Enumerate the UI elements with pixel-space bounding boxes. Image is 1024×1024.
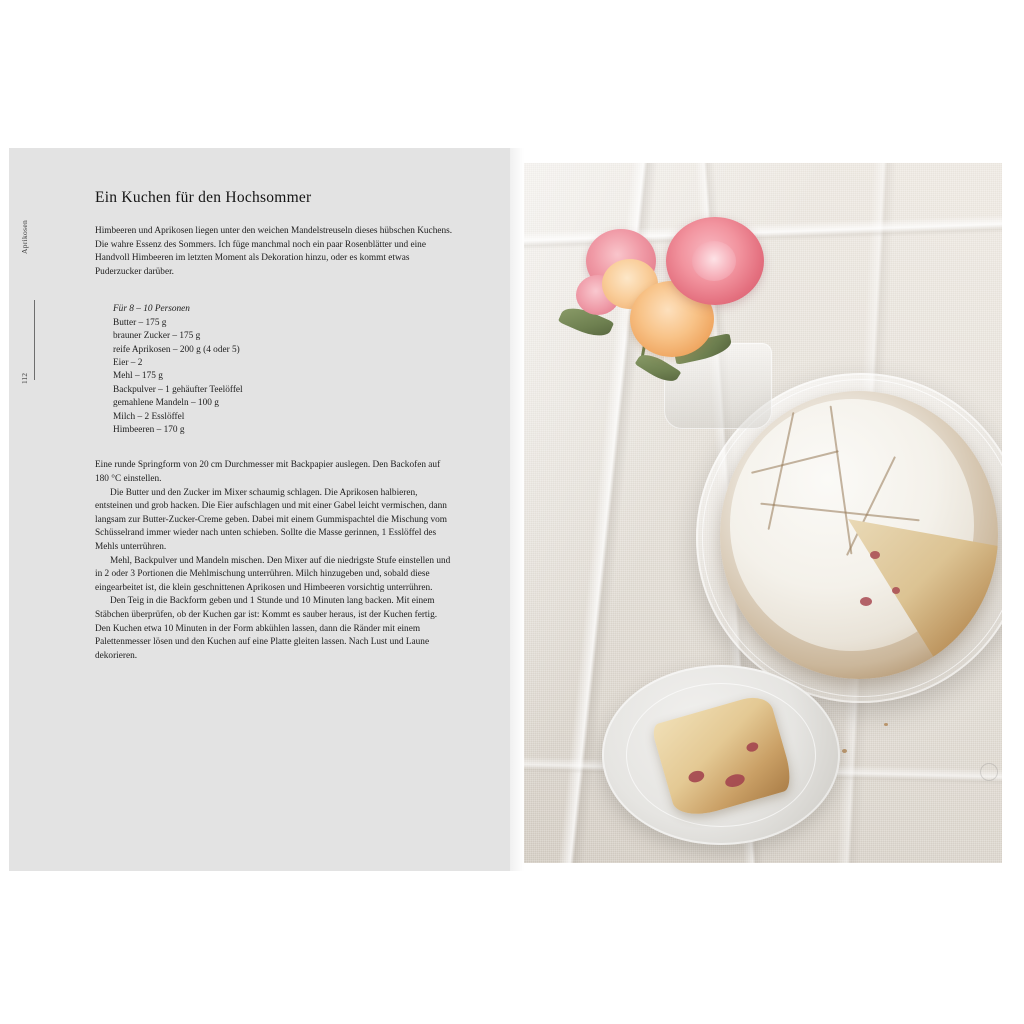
photo-corner-mark: [980, 763, 998, 781]
page-number: 112: [20, 373, 29, 384]
method-paragraph: Die Butter und den Zucker im Mixer schaumig schlagen. Die Aprikosen halbieren, entsteinen und grob hacken. Die Eier aufschlagen und mit einer Gabel leicht vermischen, dann langsam zur Butter-Zucker-Creme geben. Dabei mit einem Gummispachtel die Mischung vom Schüsselrand immer wieder nach unten schieben. Sollte die Masse gerinnen, 1 Esslöffel des Mehls unterrühren.: [95, 487, 448, 552]
serves-line: Für 8 – 10 Personen: [113, 304, 190, 315]
raspberry: [687, 769, 705, 784]
list-item: reife Aprikosen – 200 g (4 oder 5): [113, 344, 240, 355]
folio-rule: [34, 300, 35, 380]
recipe-photograph: [524, 163, 1002, 863]
list-item: Himbeeren – 170 g: [113, 425, 185, 436]
list-item: Mehl – 175 g: [113, 371, 163, 382]
method-section: [95, 459, 453, 663]
folio: [17, 220, 43, 420]
method-paragraph: Mehl, Backpulver und Mandeln mischen. Den Mixer auf die niedrigste Stufe einstellen und in 2 oder 3 Portionen die Mehlmischung unterrühren. Milch hinzugeben und, sobald diese eingearbeitet ist, die klein geschnittenen Aprikosen und Himbeeren vorsichtig unterrühren.: [95, 555, 451, 593]
list-item: brauner Zucker – 175 g: [113, 331, 201, 342]
ingredient-list: [95, 303, 453, 437]
list-item: gemahlene Mandeln – 100 g: [113, 398, 219, 409]
recipe-title: Ein Kuchen für den Hochsommer: [95, 189, 312, 206]
recipe-intro: Himbeeren und Aprikosen liegen unter den weichen Mandelstreuseln dieses hübschen Kuchens. Die wahre Essenz des Sommers. Ich füge manchmal noch ein paar Rosenblätter und eine Handvoll Himbeeren im letzten Moment als Dekoration hinzu, oder es kommt etwas Puderzucker darüber.: [95, 226, 453, 277]
method-paragraph: Den Teig in die Backform geben und 1 Stunde und 10 Minuten lang backen. Mit einem Stäbchen überprüfen, ob der Kuchen gar ist: Kommt es sauber heraus, ist der Kuchen fertig. Den Kuchen etwa 10 Minuten in der Form abkühlen lassen, dann die Ränder mit einem Palettenmesser lösen und den Kuchen auf eine Platte gleiten lassen. Nach Lust und Laune dekorieren.: [95, 596, 438, 661]
raspberry: [870, 551, 880, 559]
crumb: [842, 749, 847, 753]
chapter-label: Aprikosen: [20, 220, 29, 254]
text-page: [9, 148, 510, 871]
list-item: Backpulver – 1 gehäufter Teelöffel: [113, 384, 243, 395]
list-item: Milch – 2 Esslöffel: [113, 411, 185, 422]
page-gutter-shadow: [510, 148, 524, 871]
raspberry: [724, 772, 747, 789]
raspberry: [860, 597, 872, 606]
cake: [720, 391, 998, 679]
crumb: [884, 723, 888, 726]
recipe-text-column: [95, 189, 453, 663]
method-paragraph: Eine runde Springform von 20 cm Durchmesser mit Backpapier auslegen. Den Backofen auf 180 °C einstellen.: [95, 460, 441, 485]
dessert-plate: [602, 665, 840, 845]
list-item: Butter – 175 g: [113, 317, 167, 328]
rose-center: [692, 241, 736, 281]
raspberry: [892, 587, 900, 594]
raspberry: [745, 741, 759, 753]
list-item: Eier – 2: [113, 358, 143, 368]
